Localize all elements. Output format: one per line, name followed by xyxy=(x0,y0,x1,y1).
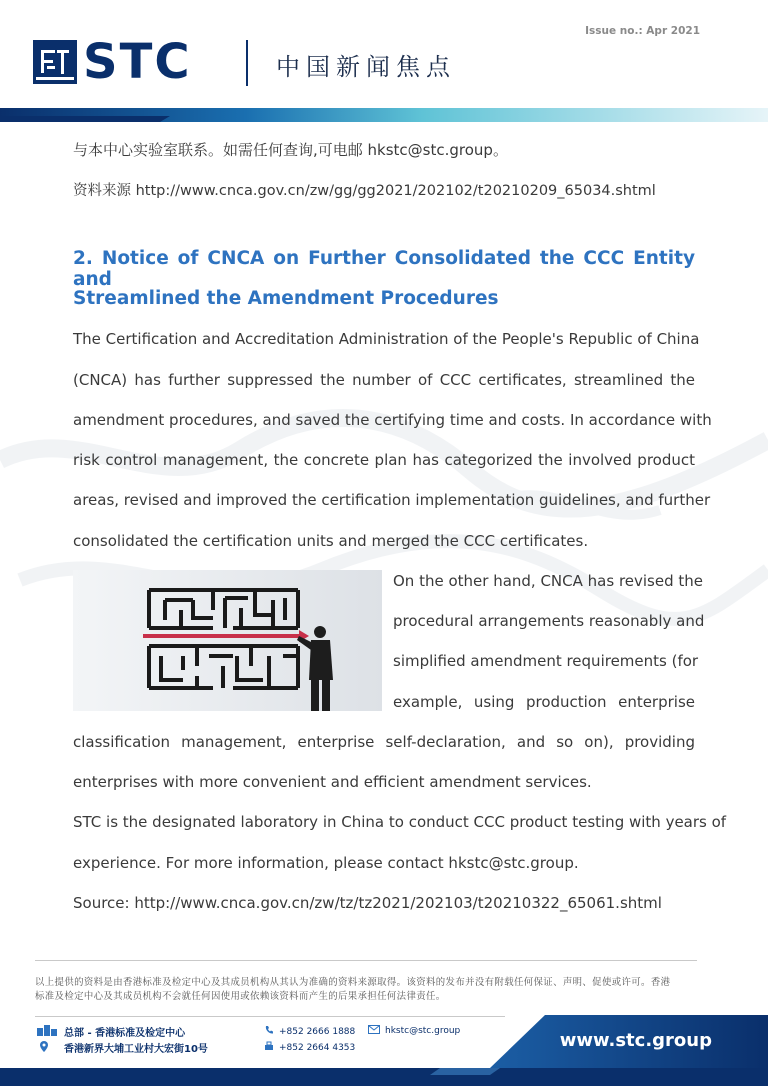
issue-label: Issue no.: Apr 2021 xyxy=(585,25,700,37)
paragraph-2-line: simplified amendment requirements (for xyxy=(393,652,699,670)
disclaimer-line: 以上提供的资料是由香港标准及检定中心及其成员机构从其认为准确的资料来源取得。该资料的发布并没有附载任何保证、声明、促使或许可。香港 xyxy=(35,977,671,988)
tel-line xyxy=(264,1025,355,1038)
location-pin-icon xyxy=(36,1040,58,1055)
building-icon xyxy=(36,1024,58,1039)
paragraph-2-line: enterprises with more convenient and efficient amendment services. xyxy=(73,773,592,791)
footer-rule xyxy=(35,960,697,961)
zh-contact-line: 与本中心实验室联系。如需任何查询,可电邮 hkstc@stc.group。 xyxy=(73,141,508,159)
paragraph-2-line: procedural arrangements reasonably and xyxy=(393,612,705,630)
website-link[interactable]: www.stc.group xyxy=(559,1030,712,1051)
zh-source-line: 资料来源 http://www.cnca.gov.cn/zw/gg/gg2021/202102/t20210209_65034.shtml xyxy=(73,183,656,199)
paragraph-1-line: areas, revised and improved the certification implementation guidelines, and further xyxy=(73,491,711,509)
tel-text[interactable]: +852 2666 1888 xyxy=(279,1026,356,1037)
contact-rule xyxy=(35,1016,505,1017)
header-divider xyxy=(246,40,248,86)
header-zh-title: 中国新闻焦点 xyxy=(276,53,456,81)
paragraph-1-line: risk control management, the concrete plan has categorized the involved product xyxy=(73,451,695,469)
email-link[interactable]: hkstc@stc.group xyxy=(385,1026,461,1036)
hq-label: 总部 - 香港标准及检定中心 xyxy=(64,1028,186,1039)
address-text: 香港新界大埔工业村大宏街10号 xyxy=(64,1044,208,1055)
address-line xyxy=(36,1040,208,1055)
maze-illustration xyxy=(73,570,382,711)
paragraph-1-line: (CNCA) has further suppressed the number of CCC certificates, streamlined the xyxy=(73,371,695,389)
paragraph-1-line: amendment procedures, and saved the certifying time and costs. In accordance with xyxy=(73,411,712,429)
paragraph-1-line: consolidated the certification units and merged the CCC certificates. xyxy=(73,532,589,550)
fax-text: +852 2664 4353 xyxy=(279,1042,356,1053)
header-band xyxy=(0,108,768,122)
logo-badge-icon xyxy=(33,40,77,84)
fax-line xyxy=(264,1041,355,1054)
paragraph-2-line: example, using production enterprise xyxy=(393,693,695,711)
hq-line xyxy=(36,1024,185,1039)
paragraph-1-line: The Certification and Accreditation Administration of the People's Republic of China xyxy=(73,330,700,348)
article-heading-line2: Streamlined the Amendment Procedures xyxy=(73,288,499,309)
mail-line xyxy=(368,1025,460,1037)
fax-icon xyxy=(264,1041,274,1054)
stc-logo xyxy=(33,34,192,90)
disclaimer xyxy=(35,976,697,1004)
disclaimer-line: 标准及检定中心及其成员机构不会就任何因使用或依赖该资料而产生的后果承担任何法律责任。 xyxy=(35,991,446,1002)
paragraph-3-line: experience. For more information, please contact hkstc@stc.group. xyxy=(73,854,579,872)
paragraph-2-line: On the other hand, CNCA has revised the xyxy=(393,572,703,590)
paragraph-2-line: classification management, enterprise self-declaration, and so on), providing xyxy=(73,733,695,751)
mail-icon xyxy=(368,1025,380,1037)
logo-text: STC xyxy=(83,34,192,90)
article-heading-line1: 2. Notice of CNCA on Further Consolidated the CCC Entity and xyxy=(73,248,695,290)
phone-icon xyxy=(264,1025,274,1038)
paragraph-3-line: STC is the designated laboratory in China to conduct CCC product testing with years of xyxy=(73,813,727,831)
source-link[interactable]: Source: http://www.cnca.gov.cn/zw/tz/tz2021/202103/t20210322_65061.shtml xyxy=(73,894,662,912)
